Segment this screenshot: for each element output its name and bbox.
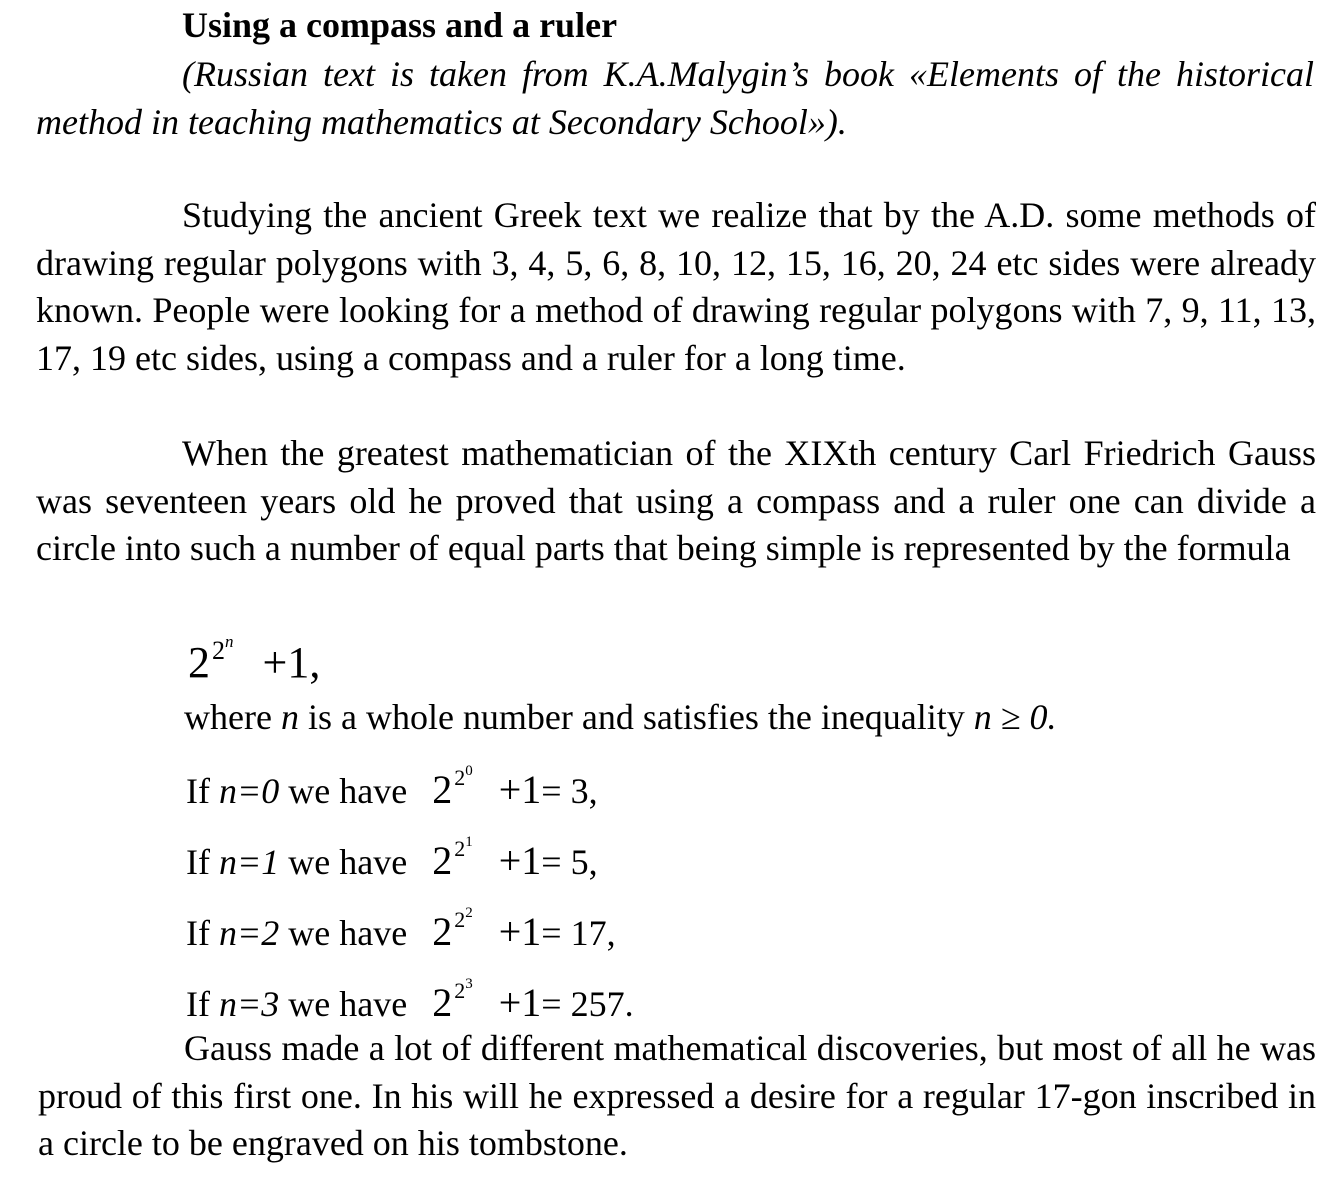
paragraph-tombstone: Gauss made a lot of different mathematical discoveries, but most of all he was proud of this first one. In his will he expressed a desire for a regular 17-gon inscribed in a circle to be engraved on his tombstone. [38, 1028, 1316, 1163]
formula-tail: +1, [262, 638, 321, 687]
case-n0: If n=0 we have $2^{20} +1= 3$, [186, 763, 598, 812]
source-note: (Russian text is taken from K.A.Malygin’s book «Elements of the historical method in teaching mathematics at Secondary School»). [36, 54, 1314, 142]
paragraph-gauss: When the greatest mathematician of the XIXth century Carl Friedrich Gauss was seventeen years old he proved that using a compass and a ruler one can divide a circle into such a number of equal parts that being simple is represented by the formula [36, 433, 1316, 568]
page-title: Using a compass and a ruler [182, 5, 618, 45]
case-n1: If n=1 we have $2^{21} +1= 5$, [186, 834, 598, 883]
formula-base: 2 [188, 638, 210, 687]
paragraph-polygons: Studying the ancient Greek text we realize that by the A.D. some methods of drawing regular polygons with 3, 4, 5, 6, 8, 10, 12, 15, 16, 20, 24 etc sides were already known. People were looking for a method of drawing regular polygons with 7, 9, 11, 13, 17, 19 etc sides, using a compass and a ruler for a long time. [36, 195, 1316, 378]
inequality: n ≥ 0. [973, 697, 1057, 737]
formula-exp-base: 2 [212, 636, 225, 665]
case-n2: If n=2 we have $2^{22} +1= 17$, [186, 905, 616, 954]
formula-exp-var: n [225, 632, 234, 651]
case-n3: If n=3 we have $2^{23} +1= 257$. [186, 976, 634, 1025]
formula-condition: where n is a whole number and satisfies the inequality n ≥ 0. [184, 697, 1057, 737]
fermat-formula [188, 632, 321, 697]
variable-n: n [280, 697, 299, 737]
